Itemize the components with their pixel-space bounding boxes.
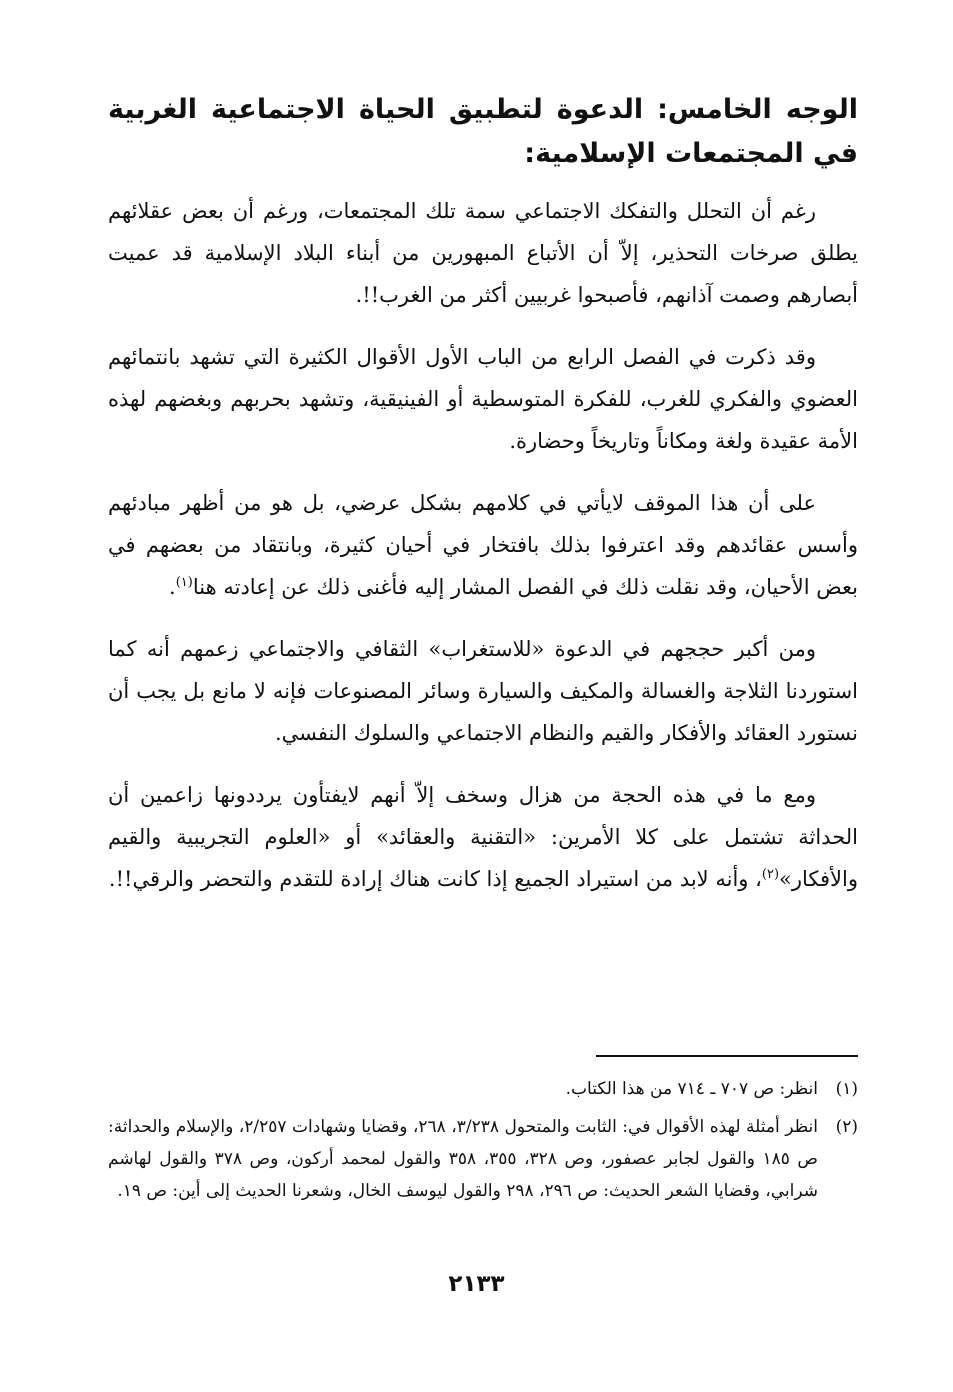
paragraph-text-after: . [169,575,176,599]
footnote-ref-2[interactable]: (٢) [761,867,780,882]
paragraph-text: على أن هذا الموقف لايأتي في كلامهم بشكل عرضي، بل هو من أظهر مبادئهم وأسس عقائدهم وقد اعترفوا بذلك بافتخار في أحيان كثيرة، وبانتقاد من بعضهم في بعض الأحيان، وقد نقلت ذلك في الفصل المشار إليه فأغنى ذلك عن إعادته هنا [108,491,858,599]
section-heading: الوجه الخامس: الدعوة لتطبيق الحياة الاجتماعية الغربية في المجتمعات الإسلامية: [108,94,858,169]
footnote-number: (٢) [835,1117,858,1137]
paragraph-text: رغم أن التحلل والتفكك الاجتماعي سمة تلك المجتمعات، ورغم أن بعض عقلائهم يطلق صرخات التحذير، إلاّ أن الأتباع المبهورين من أبناء البلاد الإسلامية قد عميت أبصارهم وصمت آذانهم، فأصبحوا غربيين أكثر من الغرب!!. [108,199,858,307]
paragraph-2 [108,336,858,462]
footnote-text: انظر: ص ٧٠٧ ـ ٧١٤ من هذا الكتاب. [565,1079,818,1099]
paragraph-text: ومن أكبر حججهم في الدعوة «للاستغراب» الثقافي والاجتماعي زعمهم أنه كما استوردنا الثلاجة والغسالة والمكيف والسيارة وسائر المصنوعات فإنه لا مانع بل يجب أن نستورد العقائد والأفكار والقيم والنظام الاجتماعي والسلوك النفسي. [108,637,858,745]
paragraph-1 [108,190,858,316]
footnote-divider [596,1055,858,1057]
paragraph-text: وقد ذكرت في الفصل الرابع من الباب الأول الأقوال الكثيرة التي تشهد بانتمائهم العضوي والفكري للغرب، للفكرة المتوسطية أو الفينيقية، وتشهد بحربهم وبغضهم لهذه الأمة عقيدة ولغة ومكاناً وتاريخاً وحضارة. [108,345,858,453]
footnote-1 [108,1073,858,1105]
paragraph-text: ومع ما في هذه الحجة من هزال وسخف إلاّ أنهم لايفتأون يرددونها زاعمين أن الحداثة تشتمل على كلا الأمرين: «التقنية والعقائد» أو «العلوم التجريبية والقيم والأفكار» [108,783,858,891]
main-text [108,88,858,920]
paragraph-text-after: ، وأنه لابد من استيراد الجميع إذا كانت هناك إرادة للتقدم والتحضر والرقي!!. [108,867,762,891]
page-number: ٢١٣٣ [448,1271,505,1297]
footnotes [108,1073,858,1213]
paragraph-4 [108,628,858,754]
footnote-number: (١) [835,1079,858,1099]
paragraph-3 [108,482,858,608]
footnote-ref-1[interactable]: (١) [175,575,193,590]
paragraph-5 [108,774,858,900]
footnote-text: انظر أمثلة لهذه الأقوال في: الثابت والمتحول ٣/٢٣٨، ٢٦٨، وقضايا وشهادات ٢/٢٥٧، والإسلام والحداثة: ص ١٨٥ والقول لجابر عصفور، وص ٣٢٨، ٣٥٥، ٣٥٨ والقول لمحمد أركون، وص ٣٧٨ والقول لهاشم شرابي، وقضايا الشعر الحديث: ص ٢٩٦، ٢٩٨ والقول ليوسف الخال، وشعرنا الحديث إلى أين: ص ١٩. [108,1117,818,1201]
footnote-2 [108,1111,858,1207]
